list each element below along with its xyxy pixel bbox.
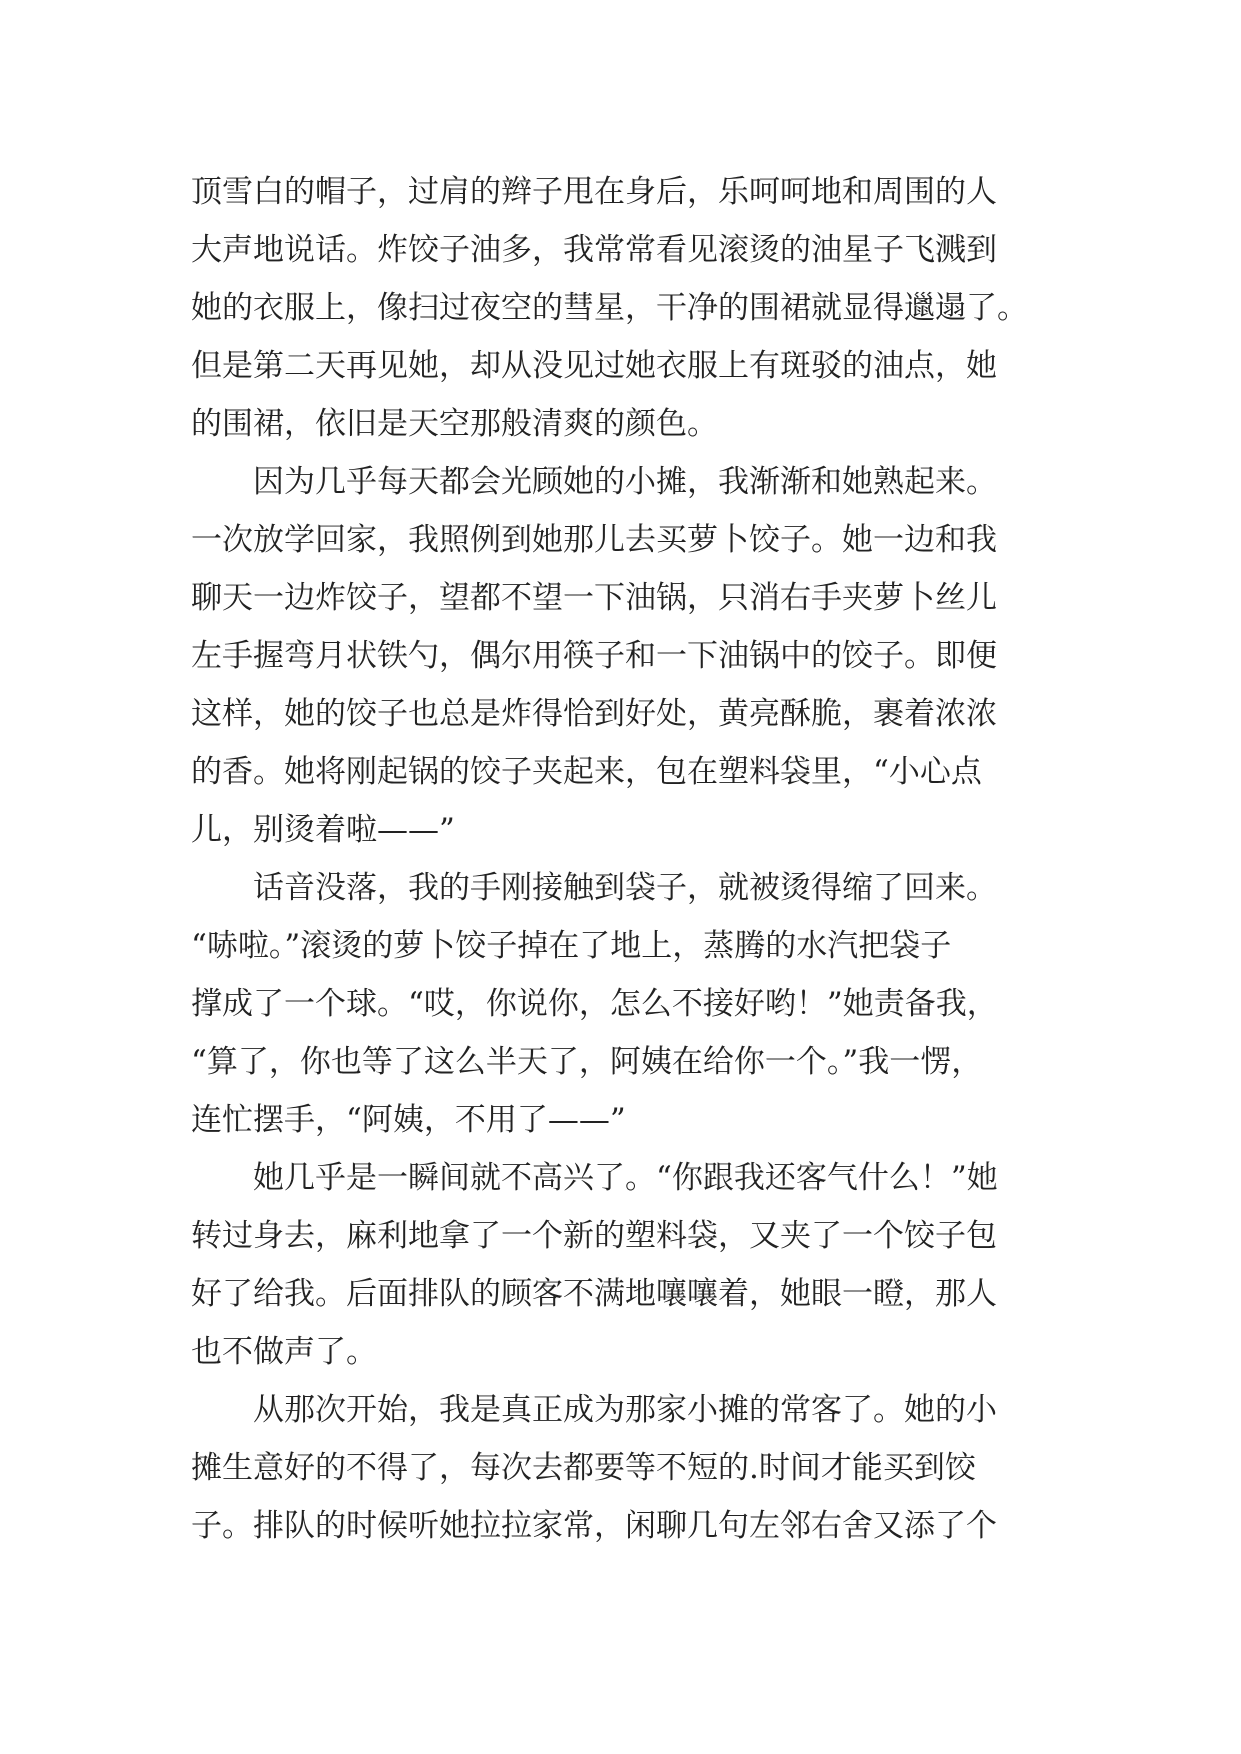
text-line: 的围裙，依旧是天空那般清爽的颜色。 [191,406,718,442]
text-line: 话音没落，我的手刚接触到袋子，就被烫得缩了回来。 [191,870,997,906]
body-text [191,163,1071,1555]
text-line: 她的衣服上，像扫过夜空的彗星，干净的围裙就显得邋遢了。 [191,290,1028,326]
text-line: 的香。她将刚起锅的饺子夹起来，包在塑料袋里，“小心点 [191,754,982,790]
text-line: 好了给我。后面排队的顾客不满地嚷嚷着，她眼一瞪，那人 [191,1276,997,1312]
text-line: 她几乎是一瞬间就不高兴了。“你跟我还客气什么！”她 [191,1160,998,1196]
text-line: 一次放学回家，我照例到她那儿去买萝卜饺子。她一边和我 [191,522,997,558]
text-line: 左手握弯月状铁勺，偶尔用筷子和一下油锅中的饺子。即便 [191,638,997,674]
text-line: 从那次开始，我是真正成为那家小摊的常客了。她的小 [191,1392,997,1428]
text-line: 撑成了一个球。“哎，你说你，怎么不接好哟！”她责备我， [191,986,998,1022]
text-line: 摊生意好的不得了，每次去都要等不短的.时间才能买到饺 [191,1450,976,1486]
text-line: 大声地说话。炸饺子油多，我常常看见滚烫的油星子飞溅到 [191,232,997,268]
text-line: 但是第二天再见她，却从没见过她衣服上有斑驳的油点，她 [191,348,997,384]
text-line: “算了，你也等了这么半天了，阿姨在给你一个。”我一愣， [191,1044,983,1080]
text-line: “哧啦。”滚烫的萝卜饺子掉在了地上，蒸腾的水汽把袋子 [191,928,952,964]
text-line: 聊天一边炸饺子，望都不望一下油锅，只消右手夹萝卜丝儿 [191,580,997,616]
text-line: 因为几乎每天都会光顾她的小摊，我渐渐和她熟起来。 [191,464,997,500]
text-line: 也不做声了。 [191,1334,377,1370]
text-line: 子。排队的时候听她拉拉家常，闲聊几句左邻右舍又添了个 [191,1508,997,1544]
text-line: 转过身去，麻利地拿了一个新的塑料袋，又夹了一个饺子包 [191,1218,997,1254]
text-line: 连忙摆手，“阿姨，不用了——” [191,1102,626,1138]
text-line: 儿，别烫着啦——” [191,812,455,848]
text-line: 这样，她的饺子也总是炸得恰到好处，黄亮酥脆，裹着浓浓 [191,696,997,732]
text-line: 顶雪白的帽子，过肩的辫子甩在身后，乐呵呵地和周围的人 [191,174,997,210]
